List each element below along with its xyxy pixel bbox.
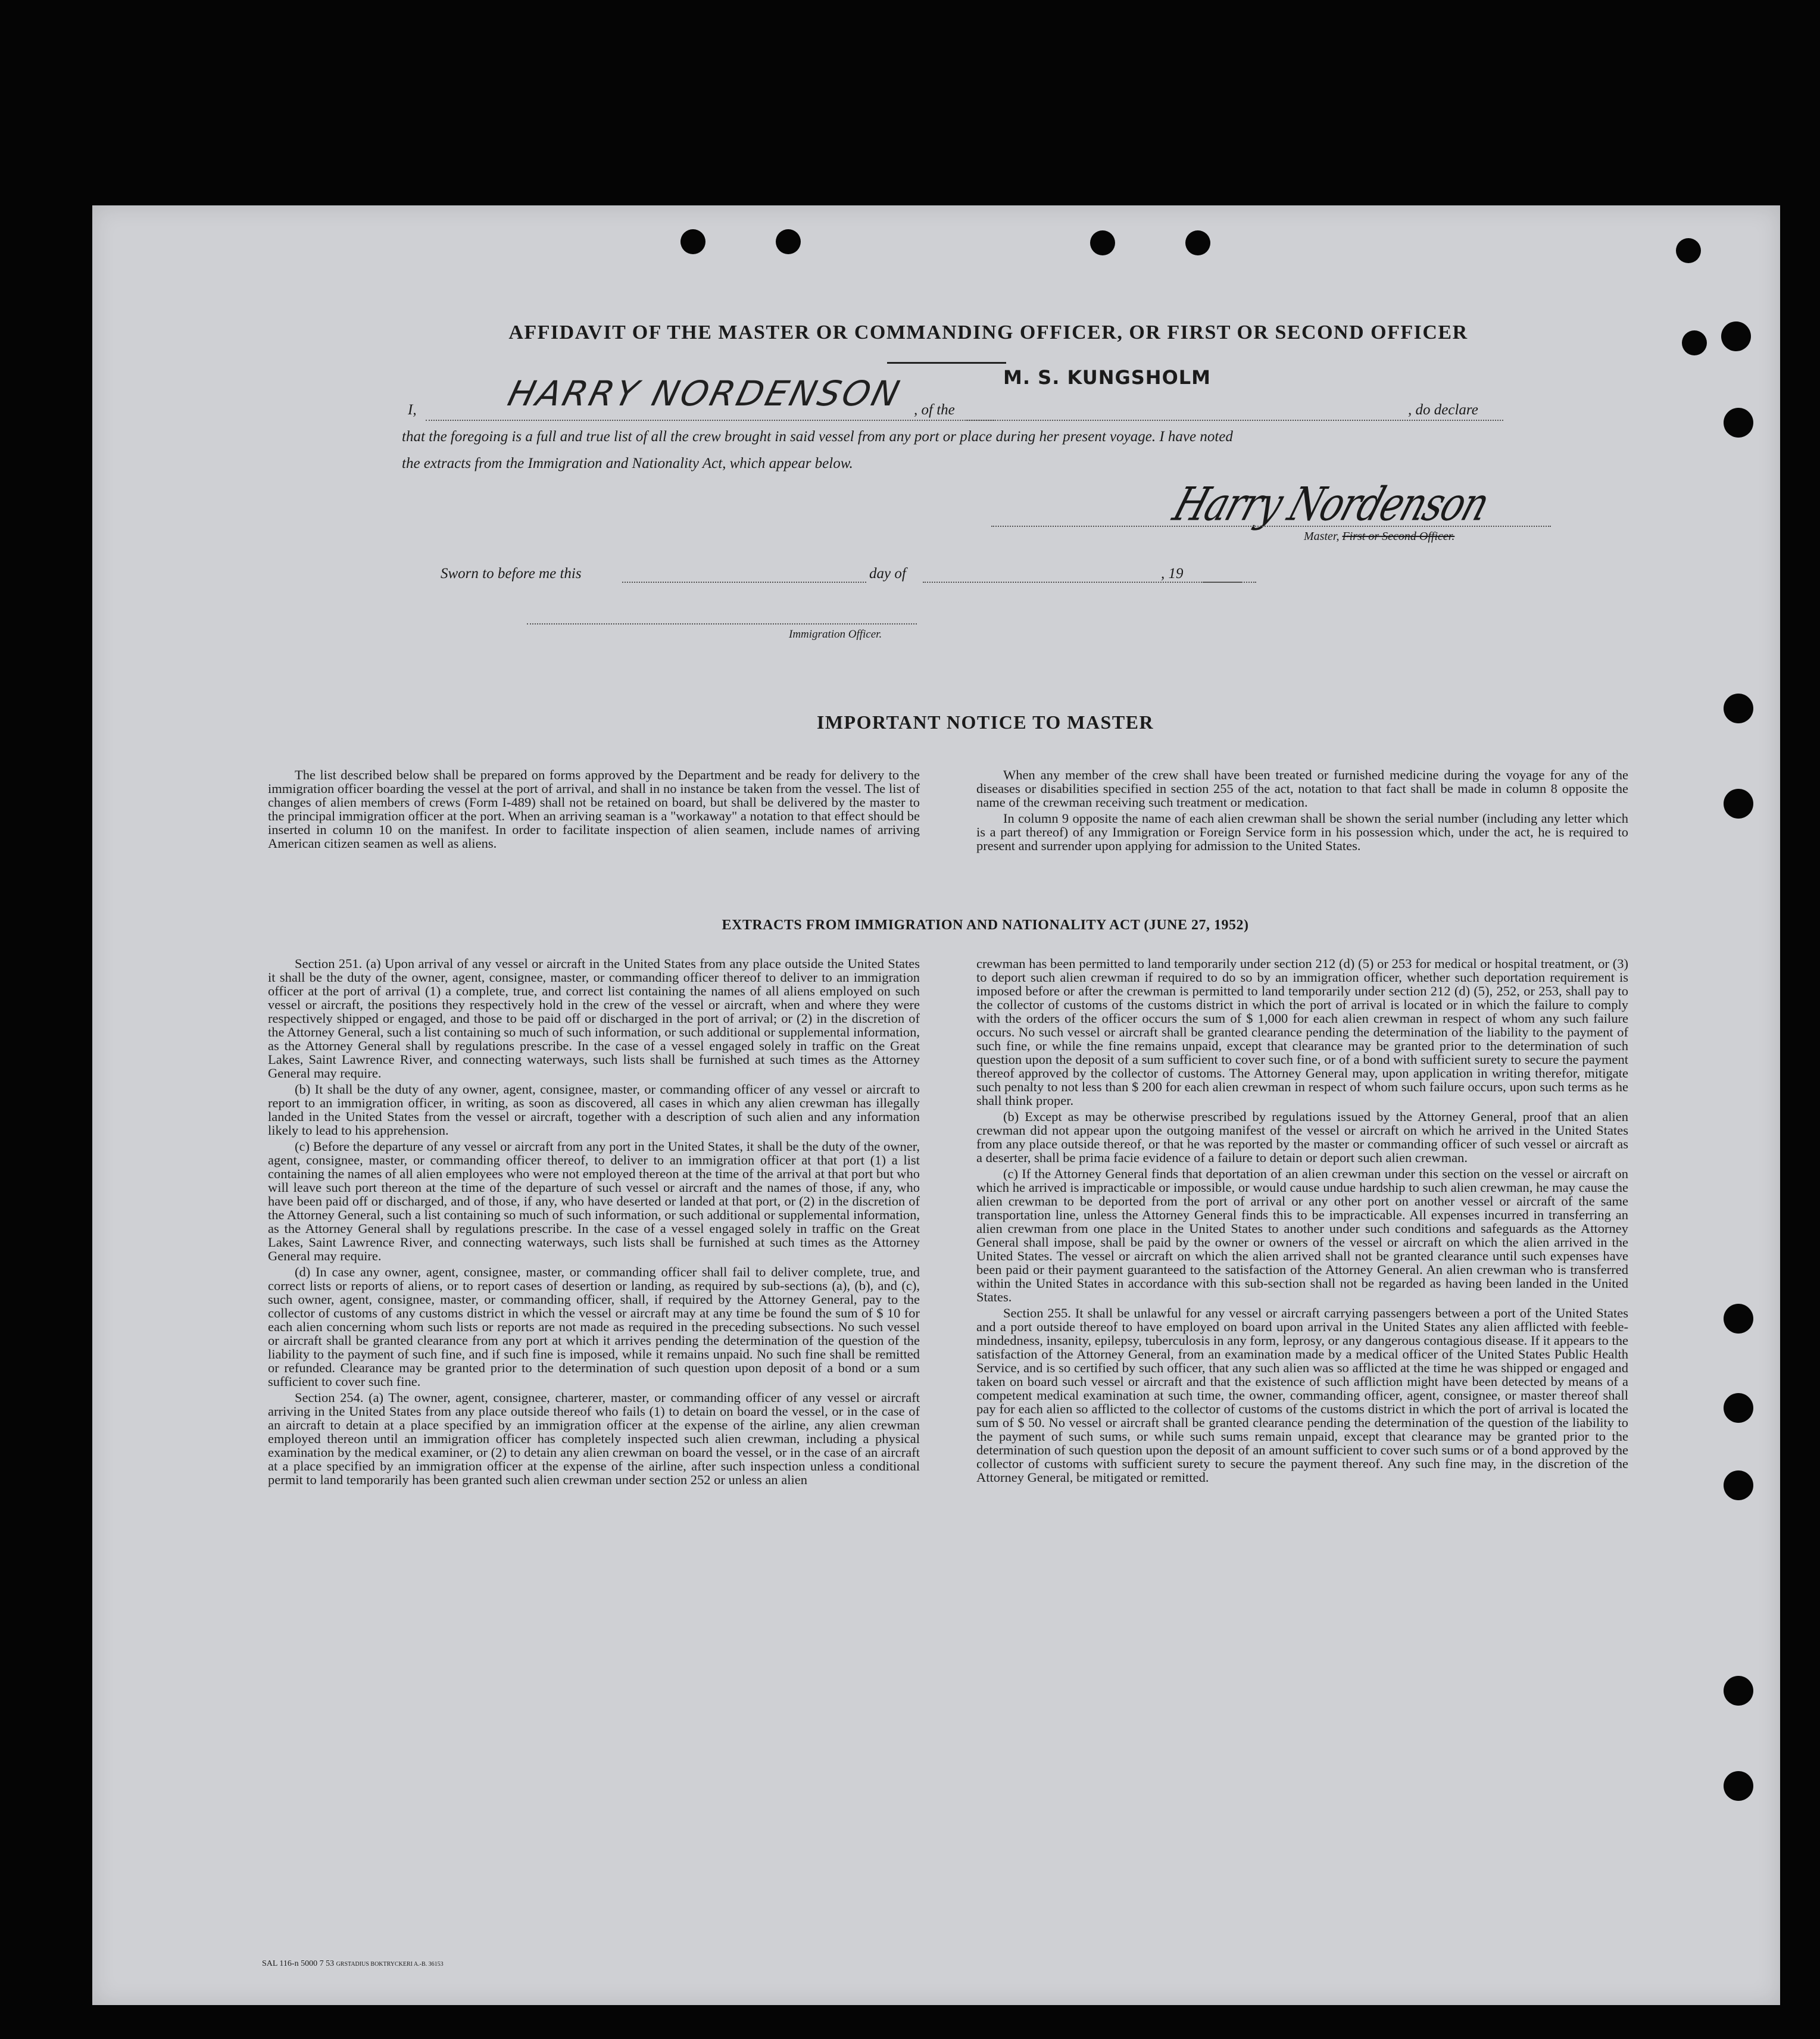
master-signature: Harry Nordenson	[1167, 476, 1496, 532]
punch-hole	[1724, 789, 1753, 819]
section-255: Section 255. It shall be unlawful for any vessel or aircraft carrying passengers between a port of the United States and a port outside thereof to have employed on board upon arrival in the United States any alien afflicted with feeble-mindedness, insanity, epilepsy, tuberculosis in any form, leprosy, or any dangerous contagious disease. If it appears to the satisfaction of the Attorney General, from an examination made by a medical officer of the United States Public Health Service, and is so certified by such officer, that any such alien was so afflicted at the time he was shipped or engaged and taken on board such vessel or aircraft and that the existence of such affliction might have been detected by means of a competent medical examination at such time, the owner, commanding officer, agent, consignee, or master thereof shall pay for each alien so afflicted to the collector of customs of the customs district in which the port of arrival is located the sum of $ 50. No vessel or aircraft shall be granted clearance pending the determination of the question of the liability to the payment of such sums, or while such sums remain unpaid, except that clearance may be granted prior to the determination of such question upon the deposit of an amount sufficient to cover such sums or of a bond approved by the collector of customs with sufficient surety to secure the payment thereof. Any such fine may, in the discretion of the Attorney General, be mitigated or remitted.	[976, 1306, 1628, 1485]
affidavit-title: AFFIDAVIT OF THE MASTER OR COMMANDING OFFICER, OR FIRST OR SECOND OFFICER	[508, 321, 1468, 344]
form-code: SAL 116-n 5000 7 53	[262, 1959, 335, 1968]
punch-hole	[1090, 230, 1115, 255]
sworn-prefix: Sworn to before me this	[441, 566, 582, 582]
vessel-name-stamp: M. S. KUNGSHOLM	[1003, 366, 1212, 389]
do-declare-label: , do declare	[1408, 402, 1478, 418]
punch-hole	[1721, 321, 1751, 351]
punch-hole	[1724, 408, 1753, 438]
section-251-a: Section 251. (a) Upon arrival of any vessel or aircraft in the United States from any place outside the United States it shall be the duty of the owner, agent, consignee, master, or commanding officer thereof to deliver to an immigration officer at the port of arrival (1) a complete, true, and correct list containing the names of all aliens employed on such vessel or aircraft, the positions they respectively hold in the crew of the vessel or aircraft, when and where they were respectively shipped or engaged, and those to be paid off or discharged in the port of arrival; or (2) in the discretion of the Attorney General, such a list containing so much of such information, or such additional or supplemental information, as the Attorney General shall by regulations prescribe. In the case of a vessel engaged solely in traffic on the Great Lakes, Saint Lawrence River, and connecting waterways, such lists shall be furnished at such times as the Attorney General may require.	[268, 956, 920, 1081]
sworn-year-label: , 19	[1161, 566, 1184, 582]
printer-imprint: GRSTADIUS BOKTRYCKERI A.-B. 36153	[336, 1961, 444, 1968]
extracts-title: EXTRACTS FROM IMMIGRATION AND NATIONALITY ACT (JUNE 27, 1952)	[722, 917, 1249, 933]
extracts-left-column	[268, 957, 920, 1489]
punch-hole	[1724, 1304, 1753, 1334]
punch-hole	[1724, 1771, 1753, 1801]
caption-struck-officer: First or Second Officer.	[1342, 530, 1455, 543]
notice-left-column	[268, 768, 920, 853]
punch-hole	[1185, 230, 1210, 255]
form-footer	[262, 1959, 444, 1969]
punch-hole	[1724, 1676, 1753, 1706]
title-rule	[887, 362, 1006, 364]
section-251-d: (d) In case any owner, agent, consignee, master, or commanding officer shall fail to deliver complete, true, and correct lists or reports of aliens, or to report cases of desertion or landing, as required by sub-sections (a), (b), and (c), such owner, agent, consignee, master, or commanding officer, shall, if required by the Attorney General, pay to the collector of customs of any customs district in which the vessel or aircraft may at any time be found the sum of $ 10 for each alien concerning whom such lists or reports are not made as required in the preceding subsections. No such vessel or aircraft shall be granted clearance from any port at which it arrives pending the determination of the question of the liability to the payment of such fine, and if such fine is imposed, while it remains unpaid. No such fine shall be remitted or refunded. Clearance may be granted prior to the determination of such question upon deposit of a bond or a sum sufficient to cover such fine.	[268, 1264, 920, 1389]
punch-hole	[1724, 694, 1753, 723]
punch-hole	[1724, 1393, 1753, 1423]
affidavit-line3: the extracts from the Immigration and Nationality Act, which appear below.	[402, 455, 853, 472]
punch-hole	[1682, 330, 1707, 355]
section-254-a: Section 254. (a) The owner, agent, consignee, charterer, master, or commanding officer of any vessel or aircraft arriving in the United States from any place outside thereof who fails (1) to detain on board the vessel, or in the case of an aircraft to detain at a place specified by an immigration officer at the expense of the airline, any alien crewman employed thereon until an immigration officer has completely inspected such alien crewman, including a physical examination by the medical examiner, or (2) to detain any alien crewman on board the vessel, or in the case of an aircraft at a place specified by an immigration officer at the expense of the airline, after such inspection unless a conditional permit to land temporarily has been granted such alien crewman under section 252 or unless an alien	[268, 1390, 920, 1487]
extracts-right-column	[976, 957, 1628, 1487]
signature-caption	[1304, 530, 1454, 544]
master-name-handwritten: HARRY NORDENSON	[504, 373, 906, 414]
notice-title: IMPORTANT NOTICE TO MASTER	[816, 711, 1154, 733]
notice-left-text: The list described below shall be prepared on forms approved by the Department and be ready for delivery to the immigration officer boarding the vessel at the port of arrival, and shall in no instance be taken from the vessel. The list of changes of alien members of crews (Form I-489) shall not be retained on board, but shall be delivered by the master to the principal immigration officer at the port. When an arriving seaman is a "workaway" a notation to that effect should be inserted in column 10 on the manifest. In order to facilitate inspection of alien seamen, include names of arriving American citizen seamen as well as aliens.	[268, 767, 920, 851]
affidavit-line2: that the foregoing is a full and true list of all the crew brought in said vessel from any port or place during her present voyage. I have noted	[402, 429, 1233, 445]
affidavit-prefix: I,	[408, 402, 417, 418]
sworn-day-label: day of	[869, 566, 906, 582]
signature-dotted-line	[991, 526, 1551, 527]
caption-master: Master,	[1304, 530, 1340, 543]
vessel-dotted-line	[964, 420, 1503, 421]
notice-right-column	[976, 768, 1628, 855]
punch-hole	[776, 229, 801, 254]
notice-right-text-1: When any member of the crew shall have been treated or furnished medicine during the voyage for any of the diseases or disabilities specified in section 255 of the act, notation to that fact shall be made in column 8 opposite the name of the crewman receiving such treatment or medication.	[976, 767, 1628, 810]
year-dotted-line	[1203, 582, 1241, 583]
notice-right-text-2: In column 9 opposite the name of each alien crewman shall be shown the serial number (including any letter which is a part thereof) of any Immigration or Foreign Service form in his possession which, under the act, he is required to present and surrender upon applying for admission to the United States.	[976, 811, 1628, 853]
sworn-date-dotted-line	[622, 582, 866, 583]
section-251-b: (b) It shall be the duty of any owner, agent, consignee, master, or commanding officer of any vessel or aircraft to report to an immigration officer, in writing, as soon as discovered, all cases in which any alien crewman has illegally landed in the United States from the vessel or aircraft, together with a description of such alien and any information likely to lead to his apprehension.	[268, 1082, 920, 1138]
name-dotted-line	[426, 420, 994, 421]
of-the-label: , of the	[914, 402, 955, 418]
section-254-b: (b) Except as may be otherwise prescribed by regulations issued by the Attorney General, proof that an alien crewman did not appear upon the outgoing manifest of the vessel or aircraft on which he arrived in the United States from any place outside thereof, or that he was reported by the master or commanding officer of such vessel or aircraft as a deserter, shall be prima facie evidence of a failure to detain or deport such alien crewman.	[976, 1109, 1628, 1165]
punch-hole	[1676, 238, 1701, 263]
officer-dotted-line	[527, 623, 917, 624]
section-251-c: (c) Before the departure of any vessel or aircraft from any port in the United States, it shall be the duty of the owner, agent, consignee, master, or commanding officer thereof, to deliver to an immigration officer at that port (1) a list containing the names of all alien employees who were not employed thereon at the time of the arrival at that port but who will leave such port thereon at the time of the departure of such vessel or aircraft and the names of those, if any, who have been paid off or discharged, and of those, if any, who have deserted or landed at that port, or (2) in the discretion of the Attorney General, such a list containing so much of such information, or such additional or supplemental information, as the Attorney General shall by regulations prescribe. In the case of a vessel engaged solely in traffic on the Great Lakes, Saint Lawrence River, and connecting waterways, such lists shall be furnished at such times as the Attorney General may require.	[268, 1139, 920, 1263]
document-page	[92, 205, 1780, 2005]
punch-hole	[680, 229, 705, 254]
officer-caption: Immigration Officer.	[789, 628, 882, 641]
punch-hole	[1724, 1470, 1753, 1500]
section-254-a-cont: crewman has been permitted to land temporarily under section 212 (d) (5) or 253 for medical or hospital treatment, or (3) to deport such alien crewman if required to do so by an immigration officer, whether such deportation requirement is imposed before or after the crewman is permitted to land temporarily under section 212 (d) (5), 252, or 253, shall pay to the collector of customs of the customs district in which the port of arrival is located or in which the failure to comply with the orders of the officer occurs the sum of $ 1,000 for each alien crewman in respect of whom any such failure occurs. No such vessel or aircraft shall be granted clearance pending the determination of the liability to the payment of such fine, or while the fine remains unpaid, except that clearance may be granted prior to the determination of such question upon the deposit of a sum sufficient to cover such fine, or of a bond with sufficient surety to secure the payment thereof approved by the collector of customs. The Attorney General may, upon application in writing therefor, mitigate such penalty to not less than $ 200 for each alien crewman in respect of whom such failure occurs, upon such terms as he shall think proper.	[976, 956, 1628, 1108]
section-254-c: (c) If the Attorney General finds that deportation of an alien crewman under this section on the vessel or aircraft on which he arrived is impracticable or impossible, or would cause undue hardship to such alien crewman, he may cause the alien crewman to be deported from the port of arrival or any other port on another vessel or aircraft of the same transportation line, unless the Attorney General finds this to be impracticable. All expenses incurred in transferring an alien crewman from one place in the United States to another under such conditions and safeguards as the Attorney General shall impose, shall be paid by the owner or owners of the vessel or aircraft on which the alien arrived in the United States. The vessel or aircraft on which the alien arrived shall not be granted clearance until such expenses have been paid or their payment guaranteed to the satisfaction of the Attorney General. An alien crewman who is transferred within the United States in accordance with this sub-section shall not be regarded as having been landed in the United States.	[976, 1166, 1628, 1304]
